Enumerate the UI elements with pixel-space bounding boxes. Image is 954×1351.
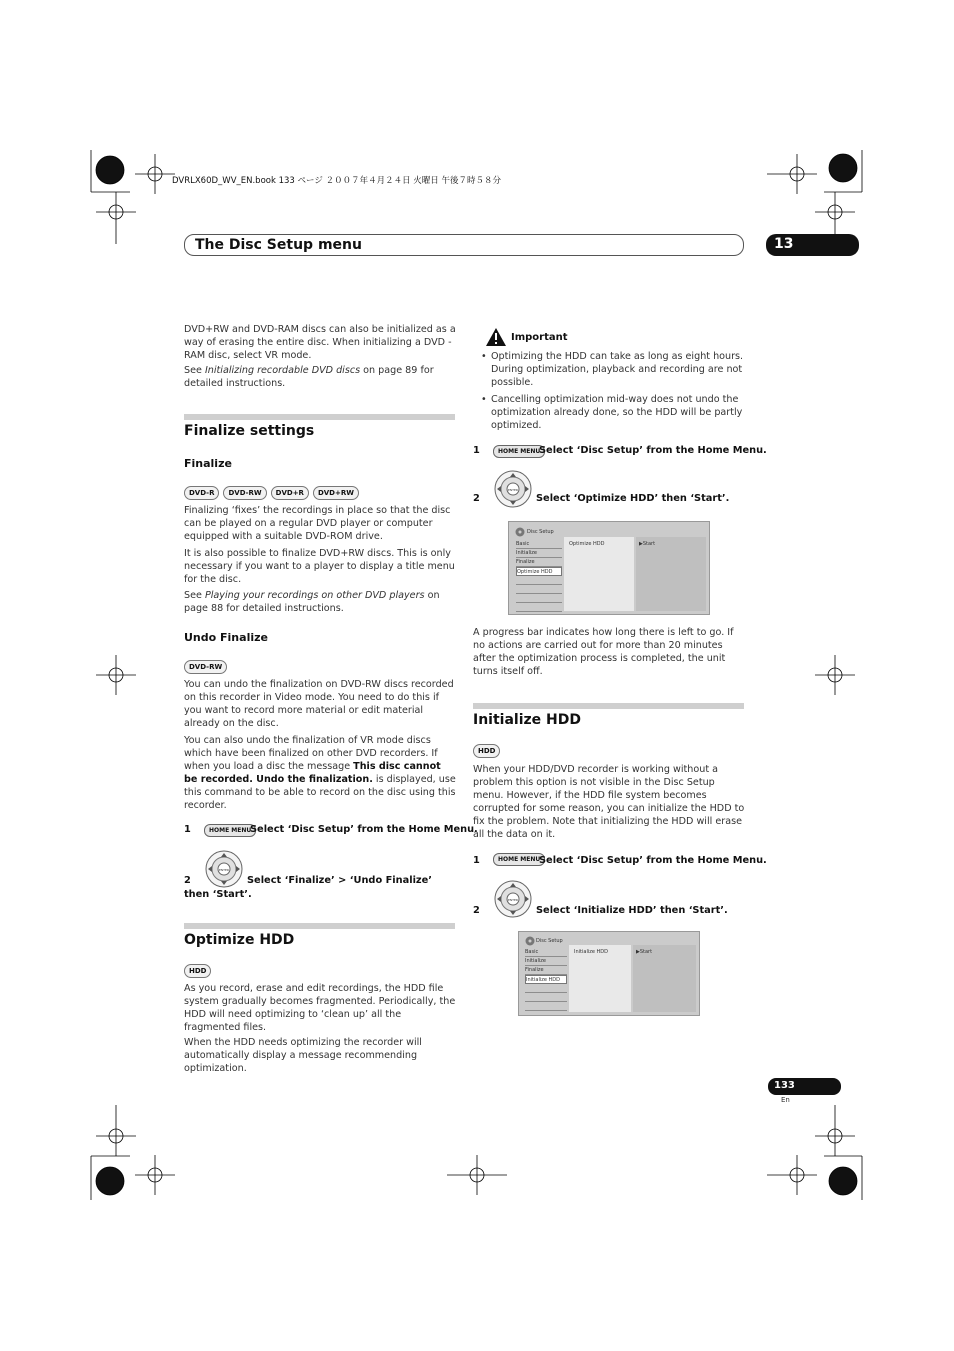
screen-right-panel [633,945,696,1012]
menu-item-selected: Optimize HDD [516,567,562,576]
step-1-text: Select ‘Disc Setup’ from the Home Menu. [539,445,767,456]
initialize-paragraph: When your HDD/DVD recorder is working without a problem this option is not visible in the Disc Setup menu. However, if the HDD file system becomes corrupted for some reason, you can initialize the HDD to fix the problem. Note that initializing the HDD will erase all the data on it. [473,764,745,840]
initialize-hdd-badge: HDD [473,738,504,758]
section-rule [184,923,455,929]
list-item: • Optimizing the HDD can take as long as eight hours. During optimization, playback and recording are not possible. [481,350,744,389]
optimize-paragraph-2: When the HDD needs optimizing the recorder will automatically display a message recommending optimization. [184,1037,422,1074]
page-number-tab [768,1078,841,1095]
start-option: ▶Start [636,949,653,955]
enter-label: ENTER [508,898,518,902]
step-1-text: Select ‘Disc Setup’ from the Home Menu. [539,855,767,866]
enter-dial-icon [494,470,532,508]
disc-badge: DVD+R [271,486,309,500]
step-2-number: 2 [184,875,191,886]
screen-menu [516,540,562,612]
panel-label: Optimize HDD [569,541,605,547]
disc-badge: DVD-R [184,486,219,500]
step-1-text: Select ‘Disc Setup’ from the Home Menu. [250,824,478,835]
chapter-tab [766,234,859,256]
step-1-number: 1 [184,824,191,835]
menu-item-selected: Initialize HDD [525,975,567,984]
enter-label: ENTER [219,868,229,872]
chapter-number: 13 [774,236,794,252]
important-heading: Important [511,332,568,343]
section-rule [473,703,744,709]
finalize-paragraph-1: Finalizing ‘fixes’ the recordings in place so that the disc can be played on a regular DVD player or computer equipped with a suitable DVD-ROM drive. [184,505,451,542]
disc-setup-screen-initialize [518,931,700,1016]
enter-dial-icon [494,880,532,918]
panel-label: Initialize HDD [574,949,608,955]
progress-paragraph: A progress bar indicates how long there is left to go. If no actions are carried out for more than 20 minutes after the optimization process is completed, the unit turns itself off. [473,627,734,677]
home-menu-button-icon: HOME MENU [493,445,545,458]
intro-paragraph: DVD+RW and DVD-RAM discs can also be initialized as a way of erasing the entire disc. When initializing a DVD -RAM disc, select VR mode. [184,324,456,361]
optimize-paragraph-1: As you record, erase and edit recordings, the HDD file system gradually becomes fragmented. Periodically, the HDD will need optimizing to ‘clean up’ all the fragmented files. [184,983,456,1033]
initialize-hdd-heading: Initialize HDD [473,712,581,728]
start-option: ▶Start [639,541,656,547]
undo-finalize-heading: Undo Finalize [184,631,268,644]
home-menu-button-icon: HOME MENU [204,824,256,837]
screen-panel [564,537,634,611]
finalize-settings-heading: Finalize settings [184,423,315,439]
home-menu-button-icon: HOME MENU [493,853,545,866]
step-2-text: Select ‘Initialize HDD’ then ‘Start’. [536,905,728,916]
list-item: • Cancelling optimization mid-way does not undo the optimization already done, so the HDD will be partly optimized. [481,393,744,432]
undo-disc-badge: DVD-RW [184,654,231,674]
disc-setup-screen-optimize [508,521,710,615]
page-number: 133 [774,1080,795,1091]
optimize-hdd-badge: HDD [184,958,215,978]
screen-menu [525,948,567,1011]
step-1-number: 1 [473,855,480,866]
undo-paragraph-1: You can undo the finalization on DVD-RW discs recorded on this recorder in Video mode. You need to do this if you want to record more material or edit material already on the disc. [184,679,454,729]
step-1-number: 1 [473,445,480,456]
disc-icon [525,936,535,946]
step-2-text: Select ‘Finalize’ > ‘Undo Finalize’ then ‘Start’. [184,875,433,900]
important-list [481,350,744,436]
disc-badge: DVD-RW [223,486,266,500]
finalize-heading: Finalize [184,457,232,470]
step-2-number: 2 [473,905,480,916]
section-rule [184,414,455,420]
screen-right-panel [636,537,706,611]
screen-title: Disc Setup [536,938,563,944]
menu-item: Initialize [525,957,567,966]
disc-badge: DVD+RW [313,486,359,500]
menu-item: Finalize [516,558,562,567]
warning-icon [485,327,507,347]
menu-item: Initialize [516,549,562,558]
enter-label: ENTER [508,488,518,492]
finalize-reference: See Playing your recordings on other DVD players on page 88 for detailed instructions. [184,590,440,614]
step-2-text: Select ‘Optimize HDD’ then ‘Start’. [536,493,730,504]
optimize-hdd-heading: Optimize HDD [184,932,295,948]
header-bar [184,234,744,256]
screen-title: Disc Setup [527,529,554,535]
menu-item: Basic [525,948,567,957]
menu-item: Finalize [525,966,567,975]
undo-paragraph-2: You can also undo the finalization of VR mode discs which have been finalized on other DVD recorders. If when you load a disc the message This disc cannot be recorded. Undo the finalization. is displayed, use this command to be able to record on the disc using this recorder. [184,735,456,811]
intro-reference: See Initializing recordable DVD discs on page 89 for detailed instructions. [184,365,434,389]
print-header: DVRLX60D_WV_EN.book 133 ページ ２００７年４月２４日 火曜日 午後７時５８分 [172,176,501,186]
step-2-number: 2 [473,493,480,504]
disc-icon [515,527,525,537]
finalize-paragraph-2: It is also possible to finalize DVD+RW discs. This is only necessary if you want to a player to display a title menu for the disc. [184,548,455,585]
screen-panel [569,945,631,1012]
finalize-disc-badges [184,480,363,500]
menu-item: Basic [516,540,562,549]
language-code: En [781,1096,790,1104]
header-title: The Disc Setup menu [195,237,362,253]
